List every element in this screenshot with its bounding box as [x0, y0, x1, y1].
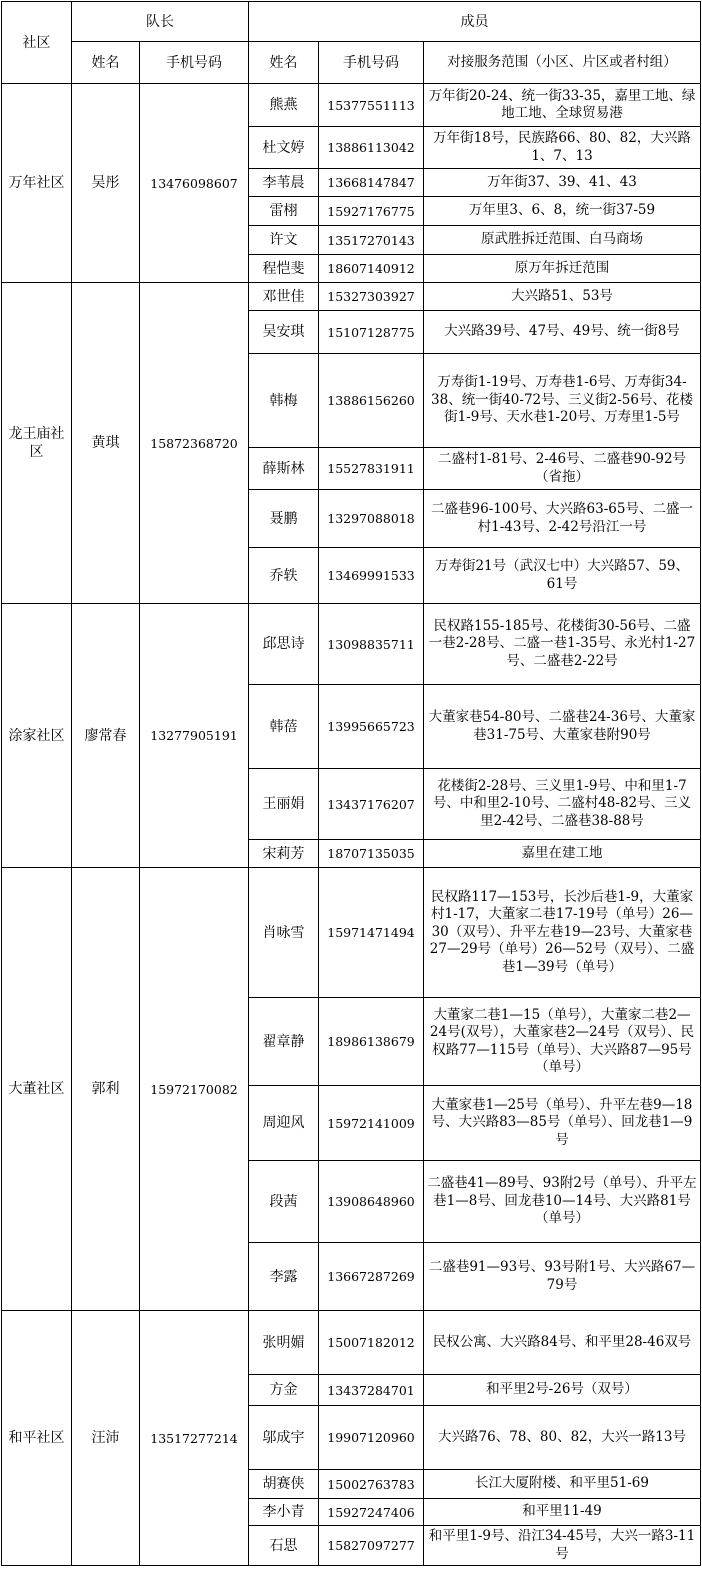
- member-phone: 15327303927: [319, 283, 424, 311]
- member-name: 李苇晨: [249, 169, 319, 197]
- member-phone: 15007182012: [319, 1311, 424, 1375]
- member-name: 吴安琪: [249, 311, 319, 354]
- header-members-group: 成员: [249, 2, 701, 42]
- member-phone: 13668147847: [319, 169, 424, 197]
- member-phone: 13908648960: [319, 1161, 424, 1243]
- member-name: 雷栩: [249, 197, 319, 226]
- leader-phone: 13517277214: [140, 1311, 249, 1566]
- member-phone: 13098835711: [319, 604, 424, 685]
- member-name: 韩梅: [249, 354, 319, 448]
- service-range: 长江大厦附楼、和平里51-69: [424, 1470, 701, 1499]
- header-captain-group: 队长: [72, 2, 249, 42]
- member-phone: 13297088018: [319, 490, 424, 548]
- member-phone: 18986138679: [319, 998, 424, 1086]
- member-name: 熊燕: [249, 84, 319, 127]
- member-phone: 15927247406: [319, 1499, 424, 1526]
- service-range: 原武胜拆迁范围、白马商场: [424, 226, 701, 255]
- service-range: 万寿街21号（武汉七中）大兴路57、59、61号: [424, 548, 701, 604]
- member-phone: 13667287269: [319, 1243, 424, 1311]
- member-phone: 13995665723: [319, 685, 424, 769]
- community-name: 大董社区: [2, 868, 72, 1311]
- service-range: 二盛巷96-100号、大兴路63-65号、二盛一村1-43号、2-42号沿江一号: [424, 490, 701, 548]
- service-range: 万寿街1-19号、万寿巷1-6号、万寿街34-38、统一街40-72号、三义街2-56号、花楼街1-9号、天水巷1-20号、万寿里1-5号: [424, 354, 701, 448]
- member-name: 许文: [249, 226, 319, 255]
- member-phone: 15971471494: [319, 868, 424, 998]
- member-phone: 18607140912: [319, 255, 424, 283]
- member-phone: 15002763783: [319, 1470, 424, 1499]
- service-range: 二盛巷91—93号、93号附1号、大兴路67—79号: [424, 1243, 701, 1311]
- member-name: 李露: [249, 1243, 319, 1311]
- table-row: [2, 868, 701, 998]
- member-phone: 15927176775: [319, 197, 424, 226]
- leader-name: 郭利: [72, 868, 140, 1311]
- table-row: [2, 1311, 701, 1375]
- service-range: 万年里3、6、8，统一街37-59: [424, 197, 701, 226]
- service-range: 二盛巷41—89号、93附2号（单号）、升平左巷1—8号、回龙巷10—14号、大兴路81号（单号）: [424, 1161, 701, 1243]
- service-range: 万年街20-24、统一街33-35，嘉里工地、绿地工地、全球贸易港: [424, 84, 701, 127]
- member-phone: 19907120960: [319, 1406, 424, 1470]
- member-name: 肖咏雪: [249, 868, 319, 998]
- header-leader-name: 姓名: [72, 42, 140, 84]
- member-name: 邱思诗: [249, 604, 319, 685]
- leader-phone: 15972170082: [140, 868, 249, 1311]
- header-member-phone: 手机号码: [319, 42, 424, 84]
- service-range: 大董家二巷1—15（单号），大董家二巷2—24号(双号），大董家巷2—24号（双号）、民权路77—115号（单号）、大兴路87—95号（单号）: [424, 998, 701, 1086]
- member-phone: 15827097277: [319, 1526, 424, 1566]
- member-phone: 13886156260: [319, 354, 424, 448]
- header-community: 社区: [2, 2, 72, 84]
- leader-phone: 15872368720: [140, 283, 249, 604]
- leader-name: 廖常春: [72, 604, 140, 868]
- member-name: 胡赛侠: [249, 1470, 319, 1499]
- member-name: 方金: [249, 1375, 319, 1406]
- leader-name: 吴彤: [72, 84, 140, 283]
- member-phone: 13886113042: [319, 127, 424, 169]
- service-range: 大董家巷1—25号（单号）、升平左巷9—18号、大兴路83—85号（单号）、回龙巷1—9号: [424, 1086, 701, 1161]
- leader-phone: 13476098607: [140, 84, 249, 283]
- leader-name: 汪沛: [72, 1311, 140, 1566]
- member-name: 石思: [249, 1526, 319, 1566]
- member-phone: 15107128775: [319, 311, 424, 354]
- member-name: 宋莉芳: [249, 840, 319, 868]
- member-name: 李小青: [249, 1499, 319, 1526]
- member-phone: 15377551113: [319, 84, 424, 127]
- member-name: 翟章静: [249, 998, 319, 1086]
- service-range: 原万年拆迁范围: [424, 255, 701, 283]
- table-row: [2, 283, 701, 311]
- service-range: 民权公寓、大兴路84号、和平里28-46双号: [424, 1311, 701, 1375]
- header-row-2: [2, 42, 701, 84]
- service-range: 和平里1-9号、沿江34-45号，大兴一路3-11号: [424, 1526, 701, 1566]
- member-name: 邓世佳: [249, 283, 319, 311]
- community-name: 龙王庙社区: [2, 283, 72, 604]
- service-range: 大兴路51、53号: [424, 283, 701, 311]
- member-phone: 13437176207: [319, 769, 424, 840]
- member-name: 王丽娟: [249, 769, 319, 840]
- leader-name: 黄琪: [72, 283, 140, 604]
- member-phone: 15972141009: [319, 1086, 424, 1161]
- member-phone: 13469991533: [319, 548, 424, 604]
- service-range: 民权路155-185号、花楼街30-56号、二盛一巷2-28号、二盛一巷1-35号、永光村1-27号、二盛巷2-22号: [424, 604, 701, 685]
- header-service-range: 对接服务范围（小区、片区或者村组）: [424, 42, 701, 84]
- member-name: 杜文婷: [249, 127, 319, 169]
- service-range: 大兴路76、78、80、82，大兴一路13号: [424, 1406, 701, 1470]
- member-name: 薛斯林: [249, 448, 319, 490]
- header-member-name: 姓名: [249, 42, 319, 84]
- service-range: 嘉里在建工地: [424, 840, 701, 868]
- service-range: 大董家巷54-80号、二盛巷24-36号、大董家巷31-75号、大董家巷附90号: [424, 685, 701, 769]
- service-range: 花楼街2-28号、三义里1-9号、中和里1-7号、中和里2-10号、二盛村48-82号、三义里2-42号、二盛巷38-88号: [424, 769, 701, 840]
- member-name: 乔轶: [249, 548, 319, 604]
- leader-phone: 13277905191: [140, 604, 249, 868]
- member-phone: 15527831911: [319, 448, 424, 490]
- member-phone: 13437284701: [319, 1375, 424, 1406]
- member-name: 程恺斐: [249, 255, 319, 283]
- community-name: 涂家社区: [2, 604, 72, 868]
- member-name: 邬成宇: [249, 1406, 319, 1470]
- member-name: 韩蓓: [249, 685, 319, 769]
- header-row-1: [2, 2, 701, 42]
- community-name: 和平社区: [2, 1311, 72, 1566]
- member-name: 聂鹏: [249, 490, 319, 548]
- member-phone: 18707135035: [319, 840, 424, 868]
- service-range: 大兴路39号、47号、49号、统一街8号: [424, 311, 701, 354]
- community-name: 万年社区: [2, 84, 72, 283]
- header-leader-phone: 手机号码: [140, 42, 249, 84]
- table-row: [2, 604, 701, 685]
- service-range: 和平里11-49: [424, 1499, 701, 1526]
- service-range: 和平里2号-26号（双号）: [424, 1375, 701, 1406]
- member-phone: 13517270143: [319, 226, 424, 255]
- member-name: 张明媚: [249, 1311, 319, 1375]
- table-row: [2, 84, 701, 127]
- member-name: 周迎风: [249, 1086, 319, 1161]
- service-range: 民权路117—153号，长沙后巷1-9，大董家村1-17，大董家二巷17-19号（单号）26—30（双号）、升平左巷19—23号、大董家巷27—29号（单号）26—52号（双号）、二盛巷1—39号（单号）: [424, 868, 701, 998]
- service-team-table: [1, 1, 701, 1566]
- service-range: 二盛村1-81号、2-46号、二盛巷90-92号（省拖）: [424, 448, 701, 490]
- member-name: 段茜: [249, 1161, 319, 1243]
- service-range: 万年街37、39、41、43: [424, 169, 701, 197]
- service-range: 万年街18号，民族路66、80、82，大兴路1、7、13: [424, 127, 701, 169]
